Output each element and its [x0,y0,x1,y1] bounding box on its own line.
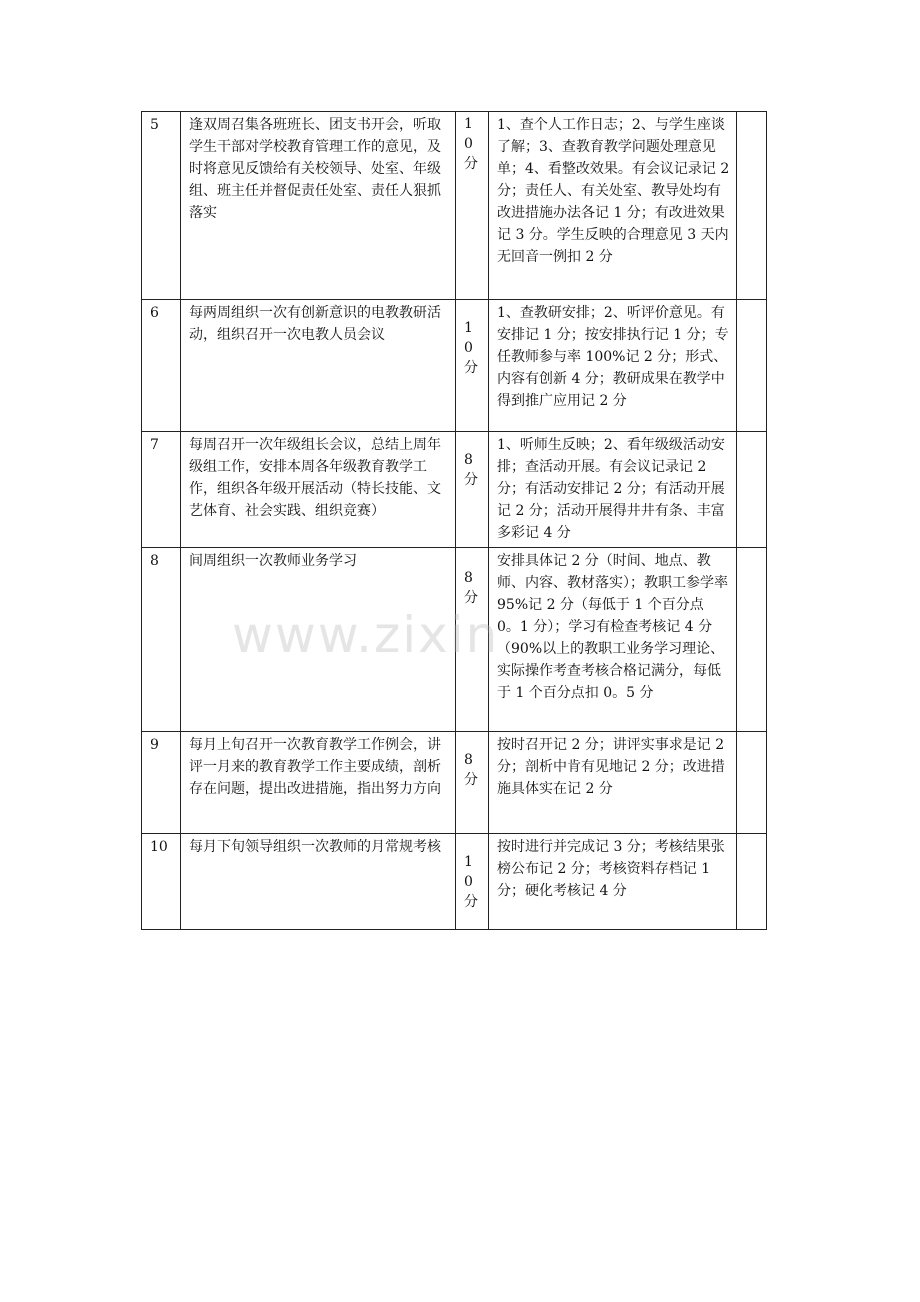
task-description: 每周召开一次年级组长会议，总结上周年级组工作，安排本周各年级教育教学工作，组织各年级开展活动（特长技能、文艺体育、社会实践、组织竞赛） [181,432,456,548]
score-digit: 1 [464,854,473,870]
empty-cell [737,112,767,300]
criteria-text: 1、查个人工作日志；2、与学生座谈了解；3、查教育教学问题处理意见单；4、看整改效果。有会议记录记 2 分；责任人、有关处室、教导处均有改进措施办法各记 1 分；有改进效果记 3 分。学生反映的合理意见 3 天内无回音一例扣 2 分 [489,112,737,300]
row-number: 8 [142,548,181,732]
score-digit: 0 [464,136,473,152]
score-digit: 1 [464,320,473,336]
score-digit: 8 [464,752,473,768]
criteria-text: 按时召开记 2 分；讲评实事求是记 2 分；剖析中肯有见地记 2 分；改进措施具体实在记 2 分 [489,732,737,834]
empty-cell [737,432,767,548]
score-unit: 分 [464,360,478,376]
watermark: www.zixin [232,606,500,664]
task-description: 间周组织一次教师业务学习 [181,548,456,732]
empty-cell [737,834,767,930]
table-row [142,112,767,300]
row-number: 6 [142,300,181,432]
empty-cell [737,548,767,732]
task-description: 逢双周召集各班班长、团支书开会，听取学生干部对学校教育管理工作的意见，及时将意见反馈给有关校领导、处室、年级组、班主任并督促责任处室、责任人狠抓落实 [181,112,456,300]
score-unit: 分 [464,772,478,788]
score-cell [456,432,489,548]
score-digit: 0 [464,340,473,356]
score-unit: 分 [464,590,478,606]
row-number: 7 [142,432,181,548]
row-number: 5 [142,112,181,300]
empty-cell [737,300,767,432]
criteria-text: 1、听师生反映；2、看年级级活动安排；查活动开展。有会议记录记 2 分；有活动安排记 2 分；有活动开展记 2 分；活动开展得井井有条、丰富多彩记 4 分 [489,432,737,548]
score-cell [456,732,489,834]
criteria-text: 按时进行并完成记 3 分；考核结果张榜公布记 2 分；考核资料存档记 1 分；硬化考核记 4 分 [489,834,737,930]
score-cell [456,834,489,930]
score-unit: 分 [464,156,478,172]
table-row [142,834,767,930]
criteria-text: 安排具体记 2 分（时间、地点、教师、内容、教材落实）；教职工参学率 95%记 2 分（每低于 1 个百分点 0。1 分）；学习有检查考核记 4 分（90%以上的教职工业务学习理论、实际操作考查考核合格记满分，每低于 1 个百分点扣 0。5 分 [489,548,737,732]
criteria-text: 1、查教研安排；2、听评价意见。有安排记 1 分；按安排执行记 1 分；专任教师参与率 100%记 2 分；形式、内容有创新 4 分；教研成果在教学中得到推广应用记 2 分 [489,300,737,432]
score-digit: 0 [464,874,473,890]
score-cell [456,112,489,300]
table-row [142,432,767,548]
row-number: 9 [142,732,181,834]
score-digit: 1 [464,116,473,132]
table-row [142,732,767,834]
table-row [142,300,767,432]
score-unit: 分 [464,894,478,910]
task-description: 每两周组织一次有创新意识的电教教研活动，组织召开一次电教人员会议 [181,300,456,432]
row-number: 10 [142,834,181,930]
evaluation-table [141,111,767,930]
task-description: 每月下旬领导组织一次教师的月常规考核 [181,834,456,930]
score-cell [456,300,489,432]
task-description: 每月上旬召开一次教育教学工作例会，讲评一月来的教育教学工作主要成绩，剖析存在问题，提出改进措施，指出努力方向 [181,732,456,834]
score-digit: 8 [464,452,473,468]
score-unit: 分 [464,472,478,488]
empty-cell [737,732,767,834]
score-digit: 8 [464,570,473,586]
